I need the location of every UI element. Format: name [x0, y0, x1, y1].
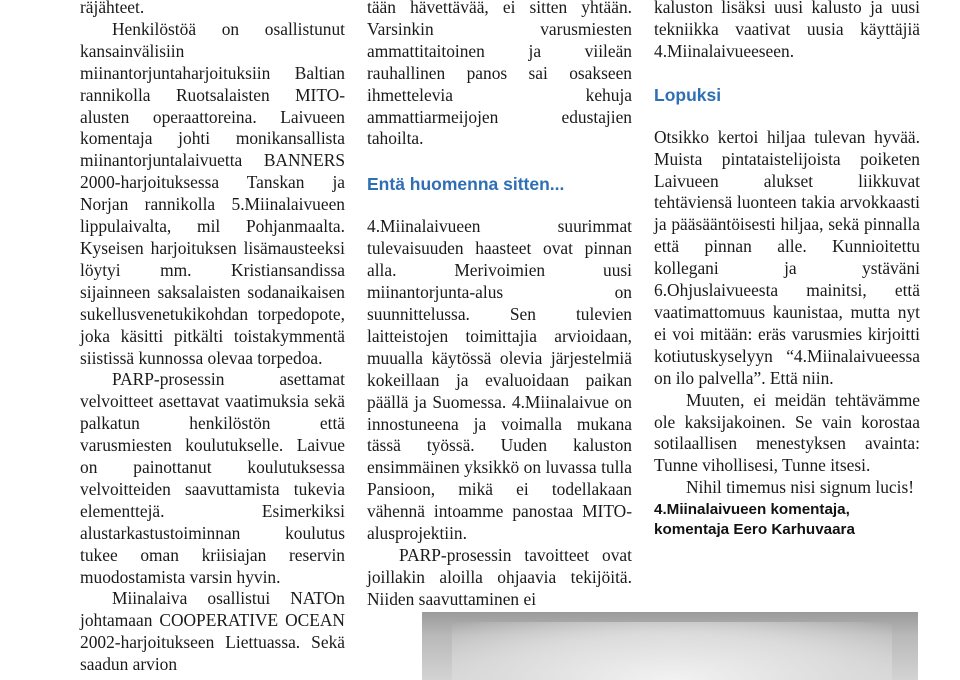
paragraph: räjähteet. — [80, 0, 145, 17]
section-heading: Entä huomenna sitten... — [367, 174, 565, 195]
section-heading: Lopuksi — [654, 84, 722, 105]
paragraph: PARP-prosessin asettamat velvoitteet asettavat vaatimuksia sekä palkatun henkilöstön että varusmiesten koulutukselle. Laivue on painottanut koulutuksessa velvoitteiden saavuttamista tukevia elementtejä. Esimerkiksi alustarkastustoiminnan koulutus tukee oman kriisiajan reservin muodostamista varsin hyvin. — [80, 369, 345, 587]
photo-highlight — [452, 622, 892, 680]
article-column-3 — [654, 0, 920, 540]
article-column-1 — [80, 0, 345, 676]
paragraph: Nihil timemus nisi signum lucis! — [686, 477, 915, 498]
paragraph: Muuten, ei meidän tehtävämme ole kaksijakoinen. Se vain korostaa sotilaallisen menestyksen avainta: Tunne vihollisesi, Tunne itsesi. — [654, 389, 920, 476]
paragraph: kaluston lisäksi uusi kalusto ja uusi tekniikka vaativat uusia käyttäjiä 4.Miinalaivueeseen. — [654, 0, 920, 61]
paragraph: tään hävettävää, ei sitten yhtään. Varsinkin varusmiesten ammattitaitoinen ja viileän rauhallinen panos sai osakseen ihmettelevia kehuja ammattiarmeijojen edustajien tahoilta. — [367, 0, 632, 149]
paragraph: 4.Miinalaivueen suurimmat tulevaisuuden haasteet ovat pinnan alla. Merivoimien uusi miinantorjunta-alus on suunnittelussa. Sen tulevien laitteistojen toimittajia arvioidaan, muualla käytössä olevia järjestelmiä kokeillaan ja evaluoidaan paikan päällä ja Suomessa. 4.Miinalaivue on innostuneena ja voimalla mukana tässä työssä. Uuden kaluston ensimmäinen yksikkö on luvassa tulla Pansioon, mikä ei todellakaan vähennä intoamme panostaa MITO-alusprojektiin. — [367, 216, 632, 544]
author-name: komentaja Eero Karhuvaara — [654, 521, 855, 539]
author-signature — [654, 500, 920, 540]
paragraph: PARP-prosessin tavoitteet ovat joillakin aloilla ohjaavia tekijöitä. Niiden saavuttaminen ei — [367, 544, 632, 609]
paragraph: Henkilöstöä on osallistunut kansainvälisiin miinantorjuntaharjoituksiin Baltian rannikolla Ruotsalaisten MITO-alusten operaattoreina. Laivueen komentaja johti monikansallista miinantorjuntalaivuetta BANNERS 2000-harjoituksessa Tanskan ja Norjan rannikolla 5.Miinalaivueen lippulaivalta, mil Pohjanmaalta. Kyseisen harjoituksen lisämausteeksi löytyi mm. Kristiansandissa sijainneen saksalaisten sodanaikaisen sukellusvenetukikohdan torpedopote, joka käsitti pitkälti toistakymmentä siistissä kunnossa olevaa torpedoa. — [80, 18, 345, 368]
author-title: 4.Miinalaivueen komentaja, — [654, 501, 850, 519]
paragraph: Otsikko kertoi hiljaa tulevan hyvää. Muista pintataistelijoista poiketen Laivueen alukset liikkuvat tehtäviensä luonteen takia arvokkaasti ja pääsääntöisesti hiljaa, sekä pinnalla että pinnan alle. Kunnioitettu kollegani ja ystäväni 6.Ohjuslaivueesta mainitsi, että vaatimattomuus kaunistaa, mutta nyt ei voi mitään: eräs varusmies kirjoitti kotiutuskyselyyn “4.Miinalaivueessa on ilo palvella”. Että niin. — [654, 126, 920, 388]
article-column-2 — [367, 0, 632, 611]
paragraph: Miinalaiva osallistui NATOn johtamaan COOPERATIVE OCEAN 2002-harjoitukseen Liettuassa. Sekä saadun arvion — [80, 588, 345, 675]
